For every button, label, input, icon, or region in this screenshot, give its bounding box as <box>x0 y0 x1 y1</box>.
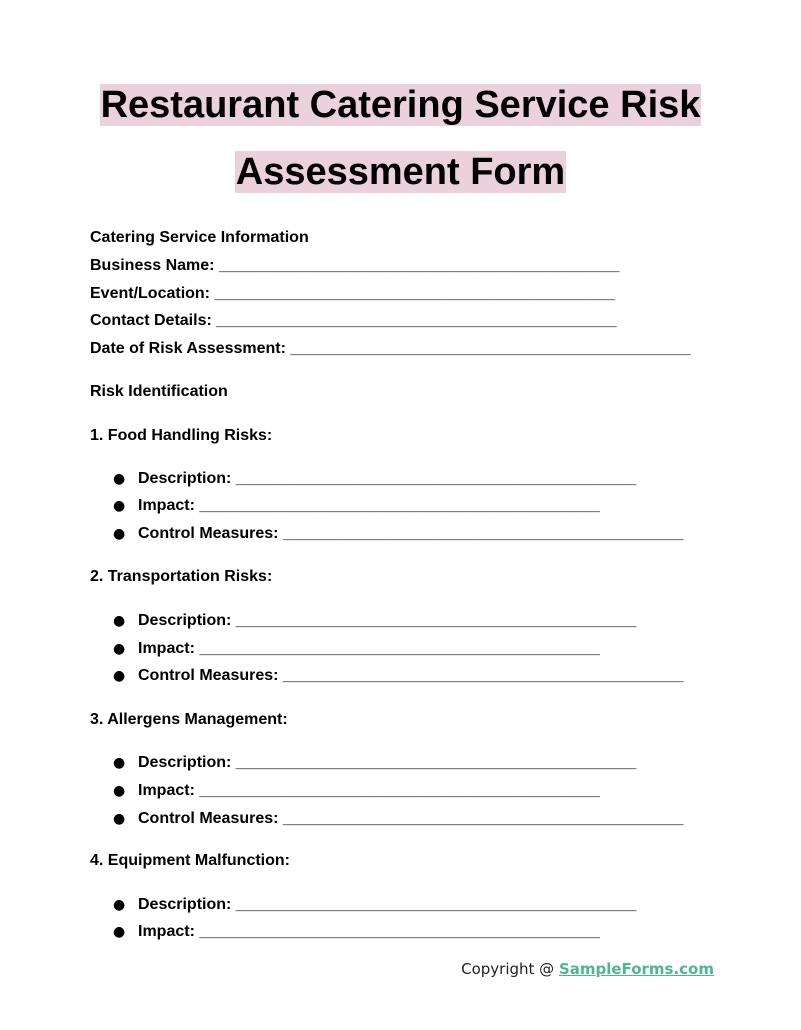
blank-line: _____________________________________________ <box>218 257 620 274</box>
blank-line: _____________________________________________ <box>235 612 637 629</box>
section-title: 3. Allergens Management: <box>90 711 288 728</box>
bullet-icon: ● <box>113 755 126 771</box>
field-label: Impact: <box>138 640 195 657</box>
field-label: Control Measures: <box>138 525 279 542</box>
description-field <box>138 469 636 489</box>
title-line-1: Restaurant Catering Service Risk <box>100 84 701 126</box>
bullet-icon: ● <box>113 498 126 514</box>
blank-line: _____________________________________________ <box>235 470 637 487</box>
field-label: Control Measures: <box>138 667 279 684</box>
blank-line: _____________________________________________ <box>199 497 600 514</box>
description-field <box>138 895 636 915</box>
bullet-icon: ● <box>113 641 126 657</box>
blank-line: _____________________________________________ <box>235 896 637 913</box>
field-label: Event/Location: <box>90 285 211 302</box>
bullet-icon: ● <box>113 783 126 799</box>
field-label: Description: <box>138 612 232 629</box>
footer-copyright <box>461 960 714 978</box>
control-measures-field <box>138 809 683 829</box>
blank-line: _____________________________________________ <box>199 782 600 799</box>
impact-field <box>138 922 600 942</box>
control-measures-field <box>138 666 683 686</box>
event-location-field <box>90 284 615 304</box>
impact-field <box>138 496 600 516</box>
field-label: Business Name: <box>90 257 215 274</box>
field-label: Impact: <box>138 782 195 799</box>
control-measures-field <box>138 524 683 544</box>
blank-line: _____________________________________________ <box>216 312 617 329</box>
field-label: Impact: <box>138 923 195 940</box>
blank-line: _____________________________________________ <box>235 754 637 771</box>
section-title: 1. Food Handling Risks: <box>90 427 273 444</box>
section-title: 4. Equipment Malfunction: <box>90 852 290 869</box>
blank-line: _____________________________________________ <box>282 525 684 542</box>
bullet-icon: ● <box>113 924 126 940</box>
page-title <box>0 72 801 206</box>
blank-line: _____________________________________________ <box>290 340 691 357</box>
blank-line: _____________________________________________ <box>199 640 600 657</box>
copyright-text: Copyright @ <box>461 960 559 978</box>
field-label: Date of Risk Assessment: <box>90 340 286 357</box>
description-field <box>138 611 636 631</box>
risk-identification-heading: Risk Identification <box>90 383 228 400</box>
field-label: Description: <box>138 470 232 487</box>
date-field <box>90 339 691 359</box>
field-label: Description: <box>138 754 232 771</box>
contact-details-field <box>90 311 617 331</box>
impact-field <box>138 781 600 801</box>
section-title: 2. Transportation Risks: <box>90 568 273 585</box>
bullet-icon: ● <box>113 613 126 629</box>
bullet-icon: ● <box>113 811 126 827</box>
bullet-icon: ● <box>113 668 126 684</box>
business-name-field <box>90 256 619 276</box>
blank-line: _____________________________________________ <box>282 667 684 684</box>
field-label: Description: <box>138 896 232 913</box>
blank-line: _____________________________________________ <box>199 923 600 940</box>
blank-line: _____________________________________________ <box>282 810 684 827</box>
field-label: Impact: <box>138 497 195 514</box>
description-field <box>138 753 636 773</box>
brand-link[interactable]: SampleForms.com <box>558 960 714 978</box>
info-heading: Catering Service Information <box>90 229 309 246</box>
field-label: Control Measures: <box>138 810 279 827</box>
blank-line: _____________________________________________ <box>214 285 615 302</box>
bullet-icon: ● <box>113 471 126 487</box>
bullet-icon: ● <box>113 526 126 542</box>
bullet-icon: ● <box>113 897 126 913</box>
field-label: Contact Details: <box>90 312 212 329</box>
impact-field <box>138 639 600 659</box>
title-line-2: Assessment Form <box>235 151 566 193</box>
